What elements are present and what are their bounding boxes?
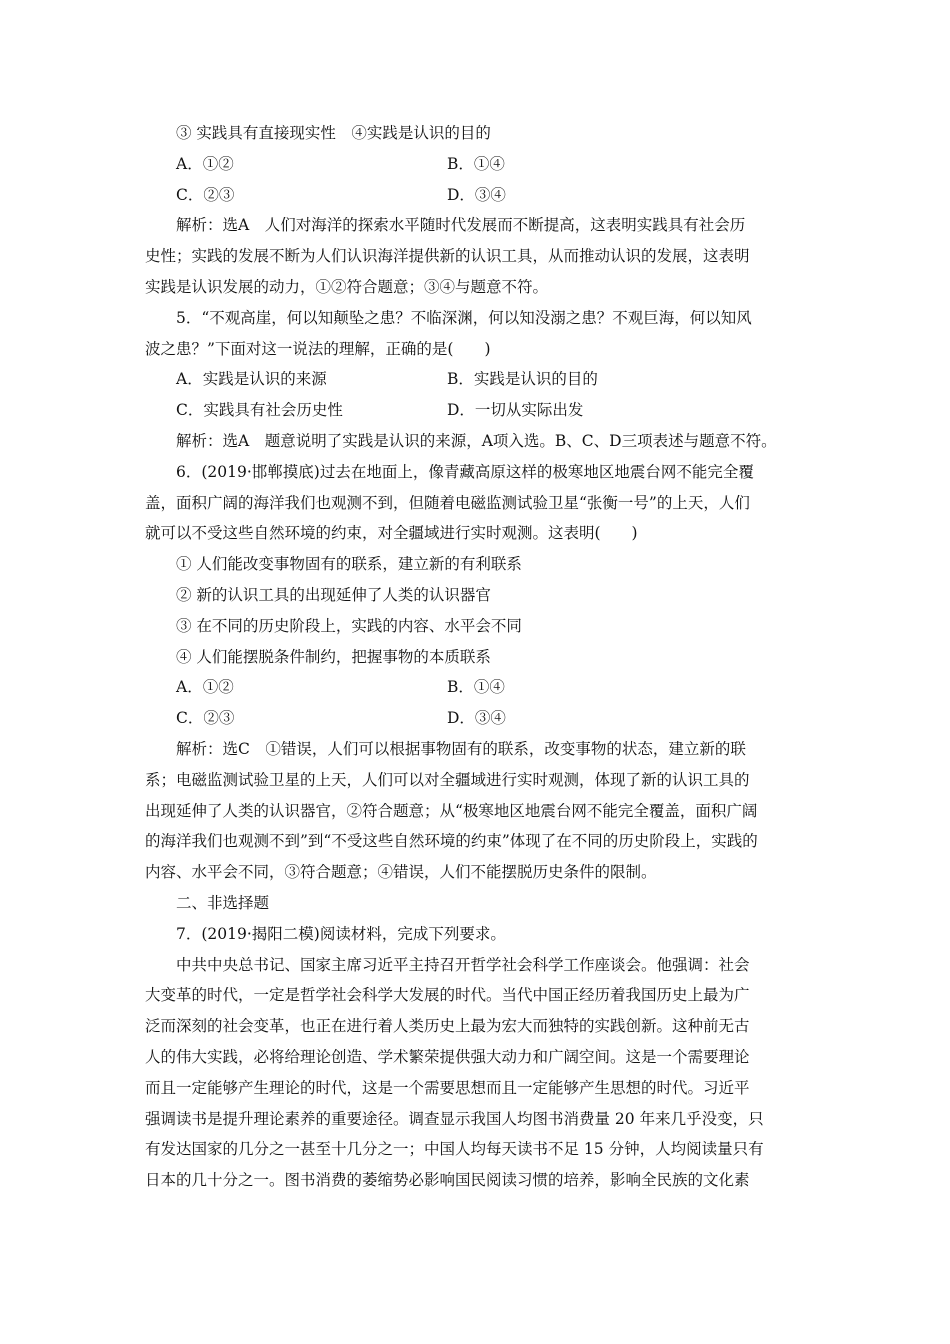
q5-stem-line-1: 5．“不观高崖，何以知颠坠之患？不临深渊，何以知没溺之患？不观巨海，何以知风 — [176, 308, 752, 327]
q4-option-c: C．②③ — [176, 185, 235, 204]
q6-statement-3: ③ 在不同的历史阶段上，实践的内容、水平会不同 — [176, 616, 522, 635]
q6-analysis-line-5: 内容、水平会不同，③符合题意；④错误，人们不能摆脱历史条件的限制。 — [145, 863, 657, 882]
q4-option-a: A．①② — [176, 154, 234, 173]
q7-stem: 7．(2019·揭阳二模)阅读材料，完成下列要求。 — [176, 924, 506, 943]
q5-option-d: D．一切从实际出发 — [447, 401, 584, 420]
q6-analysis-line-1: 解析：选C ①错误，人们可以根据事物固有的联系，改变事物的状态，建立新的联 — [176, 739, 746, 758]
q7-material-line-4: 人的伟大实践，必将给理论创造、学术繁荣提供强大动力和广阔空间。这是一个需要理论 — [145, 1047, 750, 1066]
q4-analysis-line-3: 实践是认识发展的动力，①②符合题意；③④与题意不符。 — [145, 277, 549, 296]
q7-material-line-8: 日本的几十分之一。图书消费的萎缩势必影响国民阅读习惯的培养，影响全民族的文化素 — [145, 1171, 750, 1190]
q4-analysis-line-2: 史性；实践的发展不断为人们认识海洋提供新的认识工具，从而推动认识的发展，这表明 — [145, 247, 750, 266]
q7-material-line-3: 泛而深刻的社会变革，也正在进行着人类历史上最为宏大而独特的实践创新。这种前无古 — [145, 1017, 750, 1036]
q6-statement-1: ① 人们能改变事物固有的联系，建立新的有利联系 — [176, 555, 522, 574]
q7-material-line-2: 大变革的时代，一定是哲学社会科学大发展的时代。当代中国正经历着我国历史上最为广 — [145, 986, 750, 1005]
q5-analysis: 解析：选A 题意说明了实践是认识的来源，A项入选。B、C、D三项表述与题意不符。 — [176, 431, 777, 450]
q6-stem-line-2: 盖，面积广阔的海洋我们也观测不到，但随着电磁监测试验卫星“张衡一号”的上天，人们 — [145, 493, 750, 512]
q5-option-a: A．实践是认识的来源 — [176, 370, 327, 389]
q5-option-b: B．实践是认识的目的 — [447, 370, 598, 389]
q6-analysis-line-2: 系；电磁监测试验卫星的上天，人们可以对全疆域进行实时观测，体现了新的认识工具的 — [145, 770, 750, 789]
q5-option-c: C．实践具有社会历史性 — [176, 401, 343, 420]
document-page — [145, 118, 810, 1196]
q6-option-d: D．③④ — [447, 709, 506, 728]
q7-material-line-5: 而且一定能够产生理论的时代，这是一个需要思想而且一定能够产生思想的时代。习近平 — [145, 1078, 750, 1097]
q5-options-row-2 — [145, 395, 810, 426]
q6-option-a: A．①② — [176, 678, 234, 697]
q4-options-row-2 — [145, 180, 810, 211]
q4-options-row-1 — [145, 149, 810, 180]
q6-statement-4: ④ 人们能摆脱条件制约，把握事物的本质联系 — [176, 647, 491, 666]
section-heading-non-choice: 二、非选择题 — [176, 893, 270, 912]
q7-material-line-6: 强调读书是提升理论素养的重要途径。调查显示我国人均图书消费量 20 年来几乎没变，只 — [145, 1109, 764, 1128]
q4-analysis-line-1: 解析：选A 人们对海洋的探索水平随时代发展而不断提高，这表明实践具有社会历 — [176, 216, 746, 235]
q7-material-line-7: 有发达国家的几分之一甚至十几分之一；中国人均每天读书不足 15 分钟，人均阅读量只有 — [145, 1140, 764, 1159]
q5-stem-line-2: 波之患？”下面对这一说法的理解，正确的是( ) — [145, 339, 491, 358]
q6-statement-2: ② 新的认识工具的出现延伸了人类的认识器官 — [176, 585, 491, 604]
q6-analysis-line-4: 的海洋我们也观测不到”到“不受这些自然环境的约束”体现了在不同的历史阶段上，实践的 — [145, 832, 758, 851]
q4-option-d: D．③④ — [447, 185, 506, 204]
q7-material-line-1: 中共中央总书记、国家主席习近平主持召开哲学社会科学工作座谈会。他强调：社会 — [176, 955, 750, 974]
q6-options-row-1 — [145, 672, 810, 703]
q4-statements-3-4: ③ 实践具有直接现实性 ④实践是认识的目的 — [176, 124, 491, 142]
q6-option-c: C．②③ — [176, 709, 235, 728]
q6-stem-line-3: 就可以不受这些自然环境的约束，对全疆域进行实时观测。这表明( ) — [145, 524, 638, 543]
q6-analysis-line-3: 出现延伸了人类的认识器官，②符合题意；从“极寒地区地震台网不能完全覆盖，面积广阔 — [145, 801, 758, 820]
q5-options-row-1 — [145, 364, 810, 395]
q6-stem-line-1: 6．(2019·邯郸摸底)过去在地面上，像青藏高原这样的极寒地区地震台网不能完全覆 — [176, 462, 754, 481]
q6-options-row-2 — [145, 703, 810, 734]
q4-option-b: B．①④ — [447, 154, 505, 173]
q6-option-b: B．①④ — [447, 678, 505, 697]
